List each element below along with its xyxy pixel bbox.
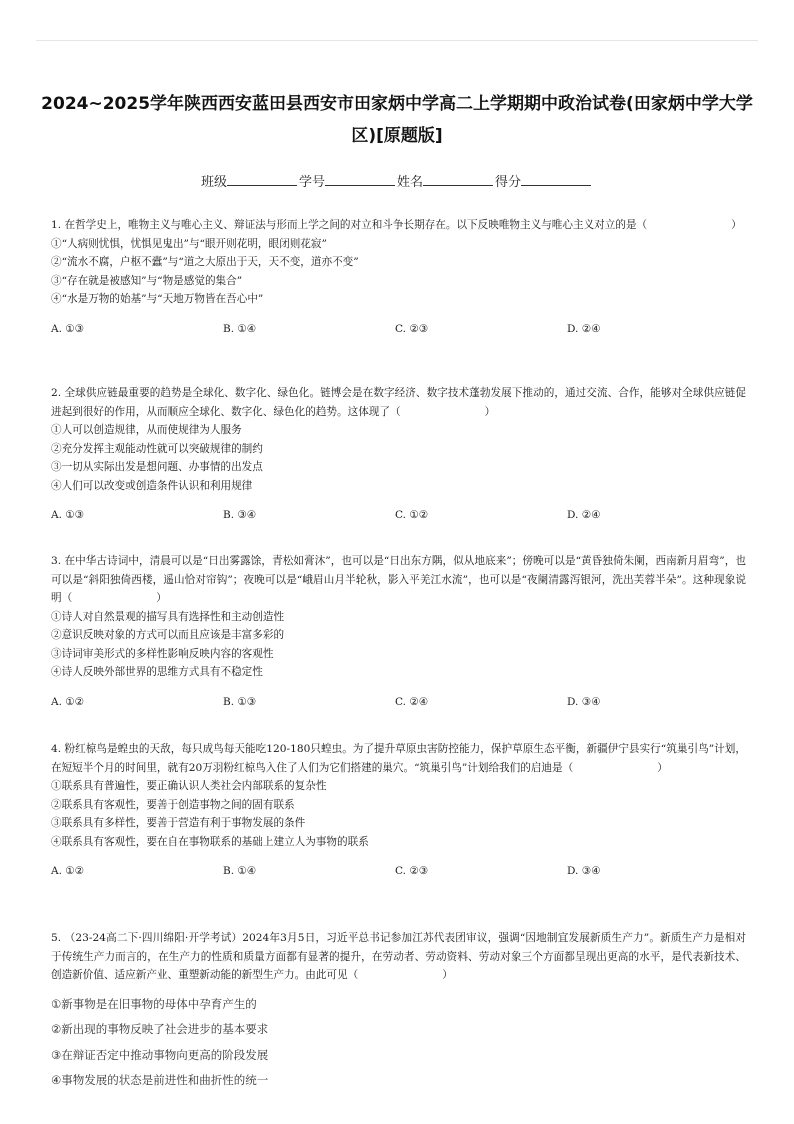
question-1 xyxy=(51,216,746,338)
question-5 xyxy=(51,929,746,1094)
option-item: ①“人病则忧惧，忧惧见鬼出”与“眼开则花明，眼闭则花寂” xyxy=(51,237,327,250)
option-item: ③一切从实际出发是想问题、办事情的出发点 xyxy=(51,461,263,473)
question-stem-text: 5. （23-24高二下·四川绵阳·开学考试）2024年3月5日，习近平总书记参加江苏代表团审议，强调“因地制宜发展新质生产力”。新质生产力是相对于传统生产力而言的，在生产力的性质和质量方面都有显著的提升，在劳动者、劳动资料、劳动对象三个方面都呈现出更高的水平，是代表新技术、创造新价值、适应新产业、重塑新动能的新型生产力。由此可见（ xyxy=(51,932,746,981)
choice-d[interactable]: D. ③④ xyxy=(567,695,601,708)
student-id-blank[interactable] xyxy=(325,174,395,186)
name-blank[interactable] xyxy=(423,174,493,186)
choice-d[interactable]: D. ②④ xyxy=(567,322,601,335)
option-list xyxy=(51,992,746,1094)
student-info-row xyxy=(0,171,794,190)
class-blank[interactable] xyxy=(227,174,297,186)
class-label: 班级 xyxy=(200,175,227,190)
class-field[interactable] xyxy=(201,171,299,190)
option-item: ③“存在就是被感知”与“物是感觉的集合” xyxy=(51,274,243,287)
question-stem-text: 1. 在哲学史上，唯物主义与唯心主义、辩证法与形而上学之间的对立和斗争长期存在。以下反映唯物主义与唯心主义对立的是（ xyxy=(51,219,648,231)
answer-paren-close: ） xyxy=(484,405,496,418)
question-2 xyxy=(51,384,746,524)
choice-c[interactable]: C. ②③ xyxy=(395,865,429,877)
page-top-rule xyxy=(36,40,758,41)
option-item: ④“水是万物的始基”与“天地万物皆在吾心中” xyxy=(51,293,264,305)
choice-b[interactable]: B. ①④ xyxy=(223,865,257,877)
option-item: ④人们可以改变或创造条件认识和利用规律 xyxy=(51,479,253,492)
question-stem-text: 3. 在中华古诗词中，清晨可以是“日出雾露馀，青松如膏沐”，也可以是“日出东方隅，似从地底来”；傍晚可以是“黄昏独倚朱阑，西南新月眉弯”，也可以是“斜阳独倚西楼，遥山恰对帘钩”；夜晚可以是“峨眉山月半轮秋，影入平羌江水流”，也可以是“夜阑清露泻银河，洗出芙蓉半朵”。这种现象说明（ xyxy=(51,555,746,604)
option-item: ③在辩证否定中推动事物向更高的阶段发展 xyxy=(51,1047,269,1062)
question-stem xyxy=(51,216,746,235)
option-item: ②新出现的事物反映了社会进步的基本要求 xyxy=(51,1022,269,1036)
name-label: 姓名 xyxy=(397,175,424,190)
name-field[interactable] xyxy=(397,171,495,190)
option-item: ①诗人对自然景观的描写具有选择性和主动创造性 xyxy=(51,610,285,623)
option-item: ③诗词审美形式的多样性影响反映内容的客观性 xyxy=(51,647,274,660)
question-4 xyxy=(51,740,746,880)
option-item: ②充分发挥主观能动性就可以突破规律的制约 xyxy=(51,442,263,455)
option-item: ②“流水不腐，户枢不蠹”与“道之大原出于天，天不变，道亦不变” xyxy=(51,256,359,268)
answer-paren-close: ） xyxy=(442,969,453,981)
question-3 xyxy=(51,552,746,711)
choice-a[interactable]: A. ①③ xyxy=(51,322,85,335)
choice-d[interactable]: D. ②④ xyxy=(567,509,601,521)
option-item: ④联系具有客观性，要在自在事物联系的基础上建立人为事物的联系 xyxy=(51,835,369,848)
choice-c[interactable]: C. ②④ xyxy=(395,695,429,708)
option-item: ①人可以创造规律，从而使规律为人服务 xyxy=(51,424,242,436)
question-stem-text: 2. 全球供应链最重要的趋势是全球化、数字化、绿色化。链博会是在数字经济、数字技术蓬勃发展下推动的，通过交流、合作，能够对全球供应链促进起到很好的作用，从而顺应全球化、数字化、绿色化的趋势。这体现了（ xyxy=(51,387,746,418)
page-title: 2024~2025学年陕西西安蓝田县西安市田家炳中学高二上学期期中政治试卷(田家炳中学大学区)[原题版] xyxy=(41,94,753,146)
option-item: ③联系具有多样性，要善于营造有利于事物发展的条件 xyxy=(51,817,306,829)
question-stem xyxy=(51,384,746,421)
choice-a[interactable]: A. ①② xyxy=(51,695,85,708)
option-item: ①新事物是在旧事物的母体中孕育产生的 xyxy=(51,996,257,1011)
choice-c[interactable]: C. ①② xyxy=(395,509,429,521)
answer-choices xyxy=(51,693,746,711)
question-stem-text: 4. 粉红椋鸟是蝗虫的天敌，每只成鸟每天能吃120-180只蝗虫。为了提升草原虫害防控能力，保护草原生态平衡，新疆伊宁县实行“筑巢引鸟”计划，在短短半个月的时间里，就有20万羽粉红椋鸟入住了人们为它们搭建的巢穴。“筑巢引鸟”计划给我们的启迪是（ xyxy=(51,743,746,774)
score-field[interactable] xyxy=(495,171,593,190)
choice-a[interactable]: A. ①② xyxy=(51,865,85,877)
choice-b[interactable]: B. ①③ xyxy=(223,695,257,708)
student-id-field[interactable] xyxy=(299,171,397,190)
answer-paren-close: ） xyxy=(657,761,668,774)
choice-b[interactable]: B. ①④ xyxy=(223,322,257,335)
choice-c[interactable]: C. ②③ xyxy=(395,322,429,335)
choice-a[interactable]: A. ①③ xyxy=(51,509,85,521)
question-stem xyxy=(51,552,746,608)
option-item: ④诗人反映外部世界的思维方式具有不稳定性 xyxy=(51,666,263,678)
answer-choices xyxy=(51,862,746,880)
student-id-label: 学号 xyxy=(298,175,325,190)
choice-d[interactable]: D. ③④ xyxy=(567,865,601,877)
choice-b[interactable]: B. ③④ xyxy=(223,509,257,521)
answer-choices xyxy=(51,506,746,524)
score-blank[interactable] xyxy=(521,174,591,186)
score-label: 得分 xyxy=(495,175,522,190)
option-item: ①联系具有普遍性，要正确认识人类社会内部联系的复杂性 xyxy=(51,780,327,792)
question-stem xyxy=(51,740,746,777)
option-item: ②联系具有客观性，要善于创造事物之间的固有联系 xyxy=(51,798,295,811)
option-item: ④事物发展的状态是前进性和曲折性的统一 xyxy=(51,1073,269,1087)
answer-paren-close: ） xyxy=(731,219,742,231)
answer-paren-close: ） xyxy=(156,592,167,604)
answer-choices xyxy=(51,320,746,338)
option-item: ②意识反映对象的方式可以而且应该是丰富多彩的 xyxy=(51,629,285,641)
question-stem xyxy=(51,929,746,985)
